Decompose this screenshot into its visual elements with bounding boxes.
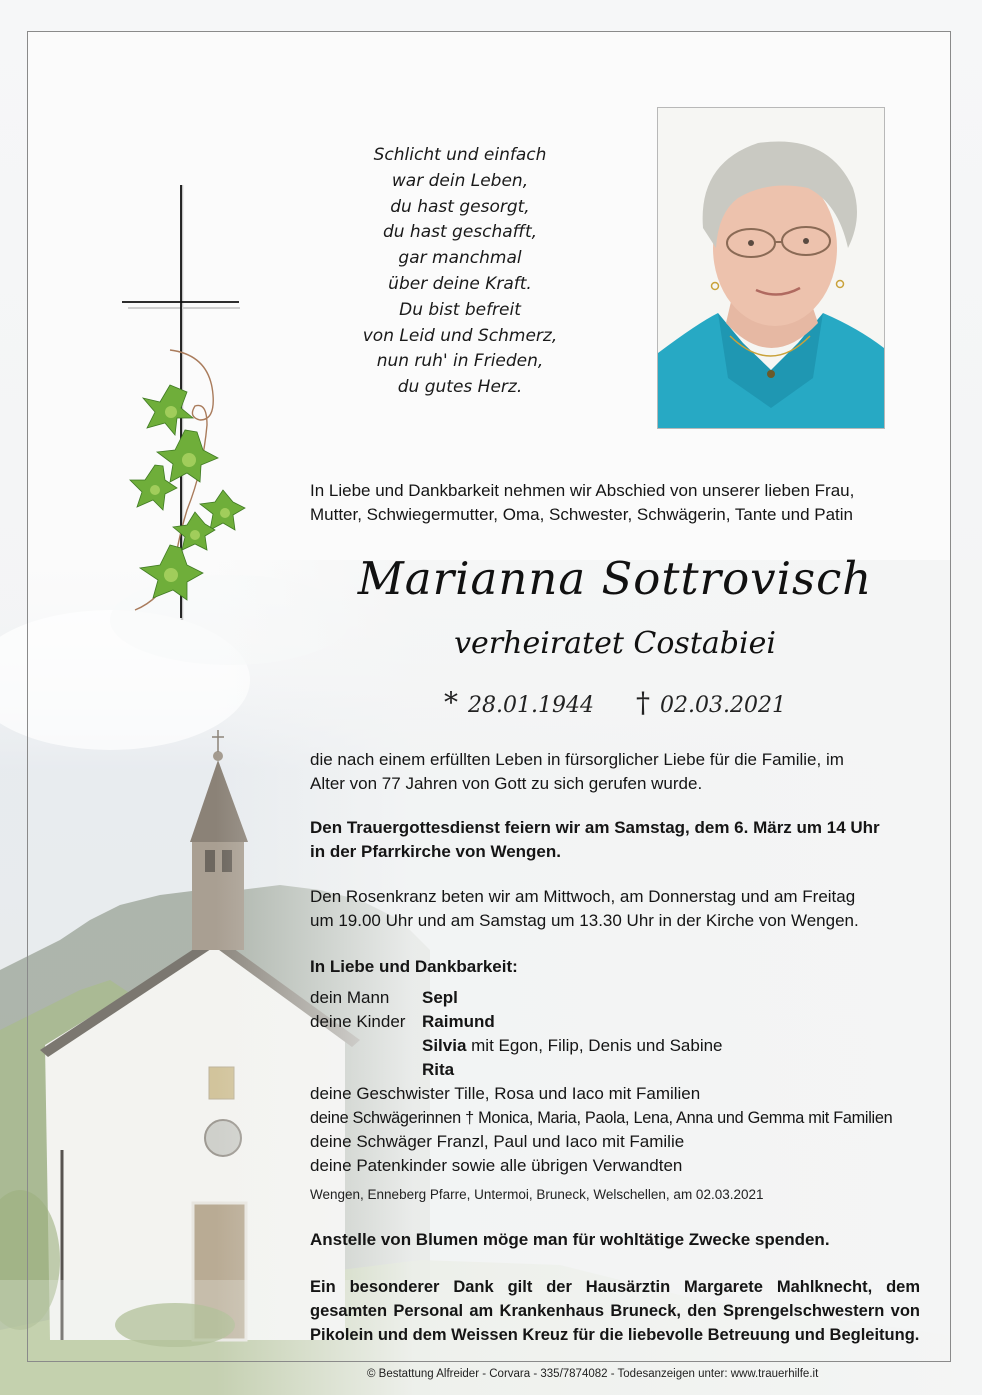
paragraph-line: Den Trauergottesdienst feiern wir am Samstag, dem 6. März um 14 Uhr xyxy=(310,818,880,837)
portrait-photo xyxy=(657,107,885,429)
poem-line: du hast geschafft, xyxy=(382,222,538,243)
family-row-godchildren: deine Patenkinder sowie alle übrigen Verwandten xyxy=(310,1156,683,1175)
death-cross-icon: † xyxy=(636,686,650,719)
family-member-detail: mit Egon, Filip, Denis und Sabine xyxy=(466,1036,723,1055)
family-row-child xyxy=(310,1058,454,1082)
poem-line: du gutes Herz. xyxy=(397,377,523,398)
family-row-husband xyxy=(310,986,458,1010)
life-dates xyxy=(310,686,920,719)
portrait-image xyxy=(658,108,884,428)
poem-line: war dein Leben, xyxy=(391,170,529,191)
family-row-sisters-in-law: deine Schwägerinnen † Monica, Maria, Paola, Lena, Anna und Gemma mit Familien xyxy=(310,1109,893,1127)
family-member-name: Rita xyxy=(422,1060,455,1079)
poem-line: gar manchmal xyxy=(398,248,522,269)
memorial-poem xyxy=(330,143,590,401)
funeral-service-paragraph xyxy=(310,816,920,864)
footer-credit: © Bestattung Alfreider - Corvara - 335/7874082 - Todesanzeigen unter: www.trauerhilfe.it xyxy=(367,1368,819,1380)
family-row-brothers-in-law: deine Schwäger Franzl, Paul und Iaco mit Familie xyxy=(310,1132,685,1151)
donation-note: Anstelle von Blumen möge man für wohltätige Zwecke spenden. xyxy=(310,1230,830,1249)
paragraph-line: Den Rosenkranz beten wir am Mittwoch, am Donnerstag und am Freitag xyxy=(310,887,856,906)
birth-date: 28.01.1944 xyxy=(468,693,594,718)
rosary-paragraph xyxy=(310,885,920,933)
family-member-name: Raimund xyxy=(422,1012,495,1031)
paragraph-line: um 19.00 Uhr und am Samstag um 13.30 Uhr in der Kirche von Wengen. xyxy=(310,911,859,930)
passing-paragraph xyxy=(310,748,920,796)
thanks-paragraph: Ein besonderer Dank gilt der Hausärztin Margarete Mahlknecht, dem gesamten Personal am Krankenhaus Bruneck, den Sprengelschwestern von Pikolein und dem Weissen Kreuz für die liebevolle Betreuung und Begleitung. xyxy=(310,1278,920,1344)
deceased-name: Marianna Sottrovisch xyxy=(357,552,873,605)
poem-line: über deine Kraft. xyxy=(388,273,532,294)
poem-line: Du bist befreit xyxy=(399,299,521,320)
cross-with-ivy-icon xyxy=(115,180,255,620)
family-member-name: Silvia xyxy=(422,1036,467,1055)
poem-line: von Leid und Schmerz, xyxy=(362,325,558,346)
relation-label: dein Mann xyxy=(310,988,390,1007)
birth-asterisk-icon: * xyxy=(444,686,459,719)
paragraph-line: in der Pfarrkirche von Wengen. xyxy=(310,842,561,861)
poem-line: du hast gesorgt, xyxy=(390,196,530,217)
poem-line: nun ruh' in Frieden, xyxy=(376,351,544,372)
place-date: Wengen, Enneberg Pfarre, Untermoi, Bruneck, Welschellen, am 02.03.2021 xyxy=(310,1187,764,1202)
intro-line: In Liebe und Dankbarkeit nehmen wir Abschied von unserer lieben Frau, xyxy=(310,481,855,500)
intro-text xyxy=(310,479,920,527)
death-date: 02.03.2021 xyxy=(660,693,786,718)
family-member-name: Sepl xyxy=(422,988,458,1007)
family-row-children xyxy=(310,1010,495,1034)
paragraph-line: die nach einem erfüllten Leben in fürsorglicher Liebe für die Familie, im xyxy=(310,750,844,769)
ivy-leaves xyxy=(130,385,245,600)
relation-label: deine Kinder xyxy=(310,1012,406,1031)
family-row-child xyxy=(310,1034,723,1058)
paragraph-line: Alter von 77 Jahren von Gott zu sich gerufen wurde. xyxy=(310,774,703,793)
family-row-siblings: deine Geschwister Tille, Rosa und Iaco mit Familien xyxy=(310,1084,701,1103)
intro-line: Mutter, Schwiegermutter, Oma, Schwester, Schwägerin, Tante und Patin xyxy=(310,505,854,524)
married-name: verheiratet Costabiei xyxy=(454,626,776,661)
family-heading: In Liebe und Dankbarkeit: xyxy=(310,957,518,976)
poem-line: Schlicht und einfach xyxy=(373,145,547,165)
